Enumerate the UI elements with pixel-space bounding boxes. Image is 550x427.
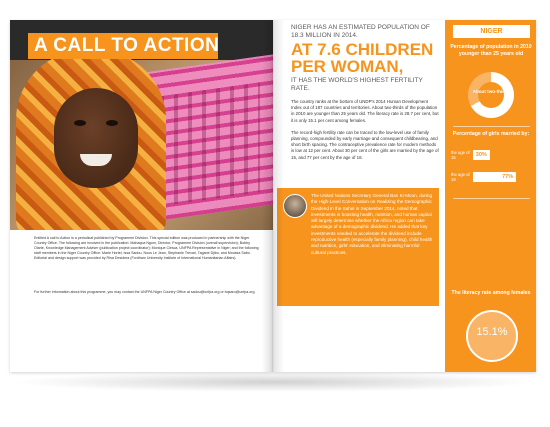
credits-text: Entitled A call to Action is a periodical published by Programme Division. This special edition was produced in partnership with the Niger Country Office. The following are involved in the publication: Mahaqua Ngom, Director, Programme Division (overall supervision); Bobby Olarte, Knowledge Management Adviser (publication project coordinator); Monique Clesca, UNFPA Representative in Niger; and the following staff members in the Niger Country Office: Marie Hortel, Issa Sadou, Nous Le Jean, Stephanie Trevari, Tagane Djibo, and Moussa Sabo. Editorial and design support was provided by Rina Desidera (Fordham University Institute of International Humanitarian Affairs).: [34, 236, 259, 260]
body-paragraph-1: The country ranks at the bottom of UNDP's 2014 Human Development Index out of 187 countries and territories. About two-thirds of the population in 2010 are younger than 25 years old. The literacy rate is 28.7 per cent, but it is only 15.1 per cent among females.: [291, 99, 439, 123]
headline: AT 7.6 CHILDREN PER WOMAN,: [291, 40, 434, 76]
bar-row-age-15: [451, 148, 531, 162]
married-stat-label: Percentage of girls married by:: [452, 131, 530, 137]
contact-text: For further information about this programme, you may contact the UNFPA Niger Country Office at sadou@unfpa.org or bqsaro@unfpa.org.: [34, 290, 256, 294]
portrait-photo: [283, 194, 307, 218]
literacy-stat-label: The literacy rate among females: [451, 290, 531, 296]
bar-value: 30%: [475, 152, 487, 158]
donut-label: About two-thirds: [472, 89, 510, 94]
main-column: [291, 24, 439, 161]
quote-box: [277, 188, 439, 306]
literacy-circle: [466, 310, 518, 362]
right-page: [273, 20, 536, 372]
statistics-sidebar: [445, 20, 536, 372]
body-paragraph-2: The record-high fertility rate can be traced to the low-level use of family planning, compounded by early marriage and consequent childbearing, and short birth spacing. The contraceptive prevalence rate for modern methods is low at 12 per cent. About 30 per cent of the girls are married by the age of 15, and 77 per cent by the age of 18.: [291, 129, 439, 160]
country-label: NIGER: [453, 25, 530, 38]
page-title: A CALL TO ACTION: [34, 35, 220, 56]
population-donut-chart: [468, 72, 514, 118]
literacy-value: 15.1%: [476, 326, 508, 338]
bar-row-age-18: [451, 170, 531, 184]
intro-text: NIGER HAS AN ESTIMATED POPULATION OF 18.3 MILLION IN 2014.: [291, 24, 430, 39]
headline-subtitle: IT HAS THE WORLD'S HIGHEST FERTILITY RATE.: [291, 77, 423, 92]
quote-text: The United Nations Secretary General Ban Ki-Moon, during the High-Level Conversation on Realizing the Demographic Dividend in the Sahel in September 2014, noted that investments in boosting health, nutrition, and human capital will largely determine whether the Africa region can take advantage of a demographic dividend. He added that key investments needed to accelerate the dividend include reproductive health (especially family planning), child health and nutrition, girls' education, and eliminating harmful cultural practices.: [311, 193, 433, 255]
divider: [453, 198, 530, 199]
book-shadow: [12, 372, 538, 392]
bar-label: the age of 18: [451, 172, 470, 182]
divider: [453, 126, 530, 127]
left-page: [10, 20, 273, 372]
bar-label: the age of 15: [451, 150, 470, 160]
population-stat-label: Percentage of population in 2010 younger than 25 years old: [450, 44, 532, 57]
girl-face: [54, 88, 138, 188]
bar-value: 77%: [502, 174, 514, 180]
